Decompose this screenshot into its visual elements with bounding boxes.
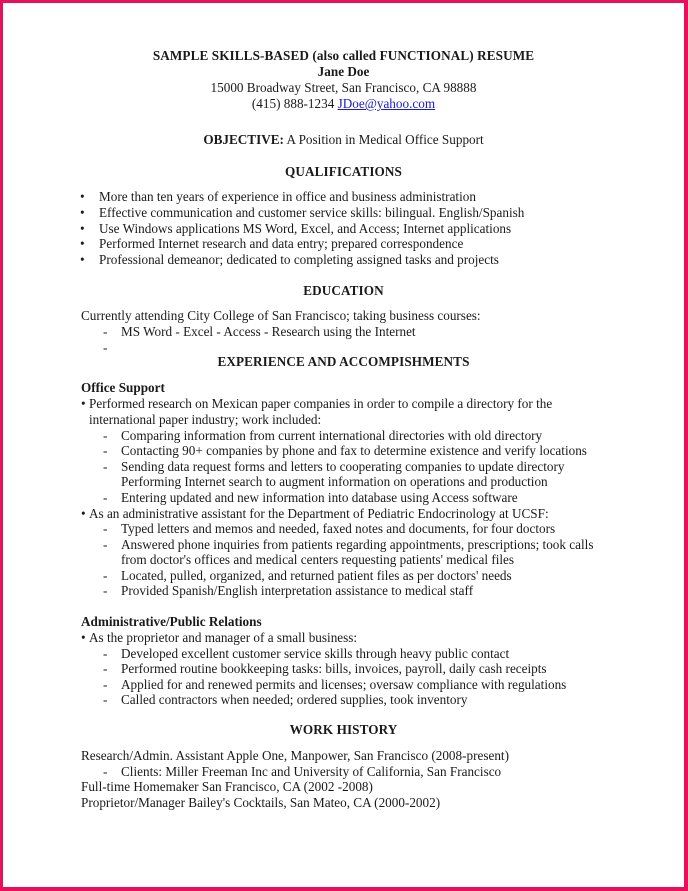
dash-icon: - (103, 583, 108, 598)
applicant-email-link[interactable]: JDoe@yahoo.com (337, 96, 436, 111)
experience-item-text: Typed letters and memos and needed, faxed notes and documents, for four doctors (121, 521, 556, 536)
experience-item-text: Sending data request forms and letters to cooperating companies to update directory (121, 459, 565, 474)
bullet-icon: • (80, 189, 85, 204)
experience-item-text: Applied for and renewed permits and licenses; oversaw compliance with regulations (121, 677, 567, 692)
work-history-line: Proprietor/Manager Bailey's Cocktails, San Mateo, CA (2000-2002) (81, 795, 441, 810)
experience-item-text: Contacting 90+ companies by phone and fax to determine existence and verify locations (121, 443, 587, 458)
experience-item-text: Answered phone inquiries from patients regarding appointments, prescriptions; took calls (121, 537, 594, 552)
bullet-icon: • (81, 396, 86, 411)
dash-icon: - (103, 661, 108, 676)
experience-item-text: Performed routine bookkeeping tasks: bills, invoices, payroll, daily cash receipts (121, 661, 547, 676)
experience-entry-text: Performed research on Mexican paper companies in order to compile a directory for the (89, 396, 553, 411)
qualification-text: Effective communication and customer service skills: bilingual. English/Spanish (99, 205, 525, 220)
dash-icon: - (103, 521, 108, 536)
work-history-line: Full-time Homemaker San Francisco, CA (2002 -2008) (81, 779, 373, 794)
qualification-text: Professional demeanor; dedicated to completing assigned tasks and projects (99, 252, 499, 267)
qualification-text: Performed Internet research and data entry; prepared correspondence (99, 236, 464, 251)
dash-icon: - (103, 537, 108, 552)
experience-item-text: Comparing information from current international directories with old directory (121, 428, 543, 443)
experience-entry-text: As the proprietor and manager of a small business: (89, 630, 358, 645)
work-history-line: Clients: Miller Freeman Inc and University of California, San Francisco (121, 764, 502, 779)
bullet-icon: • (80, 236, 85, 251)
experience-item-text: Located, pulled, organized, and returned patient files as per doctors' needs (121, 568, 512, 583)
applicant-phone: (415) 888-1234 (251, 96, 335, 111)
work-history-heading: WORK HISTORY (289, 722, 398, 737)
experience-item-text: Performing Internet search to augment information on operations and production (121, 474, 548, 489)
applicant-address: 15000 Broadway Street, San Francisco, CA 98888 (210, 80, 477, 95)
dash-icon: - (103, 568, 108, 583)
bullet-icon: • (80, 221, 85, 236)
document-title: SAMPLE SKILLS-BASED (also called FUNCTIONAL) RESUME (152, 48, 535, 63)
experience-section-title: Office Support (81, 380, 165, 395)
education-course-text: MS Word - Excel - Access - Research using the Internet (121, 324, 416, 339)
bullet-icon: • (81, 506, 86, 521)
bullet-icon: • (81, 630, 86, 645)
experience-item-text: Developed excellent customer service skills through heavy public contact (121, 646, 510, 661)
experience-heading: EXPERIENCE AND ACCOMPISHMENTS (217, 354, 470, 369)
education-intro: Currently attending City College of San Francisco; taking business courses: (81, 308, 481, 323)
objective-text: A Position in Medical Office Support (286, 132, 484, 147)
dash-icon: - (103, 428, 108, 443)
dash-icon: - (103, 490, 108, 505)
work-history-line: Research/Admin. Assistant Apple One, Manpower, San Francisco (2008-present) (81, 748, 509, 763)
dash-icon: - (103, 324, 108, 339)
experience-entry-text: As an administrative assistant for the Department of Pediatric Endocrinology at UCSF: (89, 506, 549, 521)
dash-icon: - (103, 692, 108, 707)
experience-section-title: Administrative/Public Relations (81, 614, 262, 629)
experience-entry-text: international paper industry; work included: (89, 412, 322, 427)
dash-icon: - (103, 443, 108, 458)
education-heading: EDUCATION (303, 283, 384, 298)
experience-item-text: Called contractors when needed; ordered supplies, took inventory (121, 692, 468, 707)
contact-line (3, 96, 684, 112)
dash-icon: - (103, 677, 108, 692)
dash-icon: - (103, 646, 108, 661)
qualification-text: More than ten years of experience in office and business administration (99, 189, 476, 204)
qualifications-heading: QUALIFICATIONS (285, 164, 402, 179)
experience-item-text: Entering updated and new information into database using Access software (121, 490, 518, 505)
dash-icon: - (103, 459, 108, 474)
objective-label: OBJECTIVE: (203, 132, 284, 147)
bullet-icon: • (80, 205, 85, 220)
objective-line (3, 132, 684, 148)
qualification-text: Use Windows applications MS Word, Excel, and Access; Internet applications (99, 221, 512, 236)
applicant-name: Jane Doe (317, 64, 370, 79)
resume-page (3, 3, 684, 887)
bullet-icon: • (80, 252, 85, 267)
experience-item-text: from doctor's offices and medical centers requesting patients' medical files (121, 552, 515, 567)
dash-icon: - (103, 340, 108, 355)
experience-item-text: Provided Spanish/English interpretation assistance to medical staff (121, 583, 474, 598)
dash-icon: - (103, 764, 108, 779)
